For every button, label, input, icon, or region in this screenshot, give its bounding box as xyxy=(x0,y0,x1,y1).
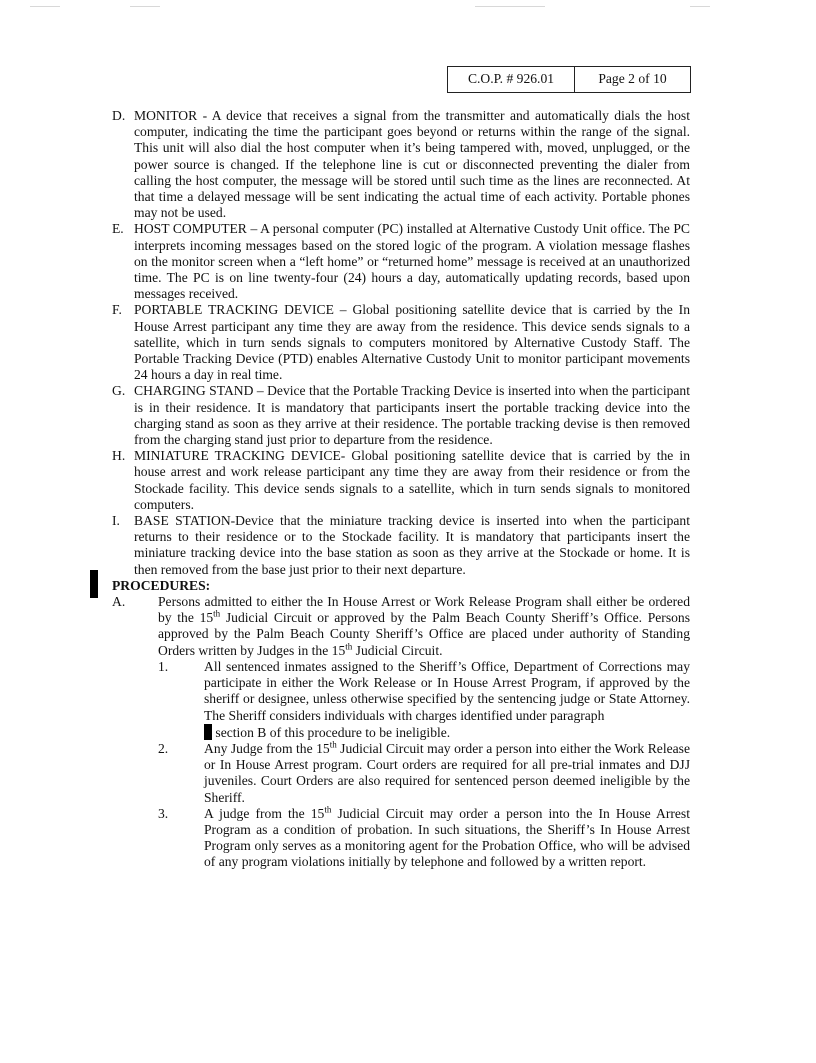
definition-item xyxy=(112,108,690,221)
procedure-subitem xyxy=(158,806,690,871)
definition-text: BASE STATION-Device that the miniature tracking device is inserted into when the participant returns to their residence or to the Stockade facility. It is mandatory that participants insert the miniature tracking device into the base station as soon as they arrive at the Stockade or home. It is then removed from the base just prior to their next departure. xyxy=(134,513,690,577)
ordinal-suffix: th xyxy=(213,608,221,619)
procedure-a-text-part: Judicial Circuit. xyxy=(352,642,443,658)
definition-text: PORTABLE TRACKING DEVICE – Global positioning satellite device that is carried by the In House Arrest participant any time they are away from the residence. This device sends signals to a satellite, which in turn sends signals to computers monitored by Alternative Custody Staff. The Portable Tracking Device (PTD) enables Alternative Custody Unit to monitor participant movements 24 hours a day in real time. xyxy=(134,302,690,383)
procedure-a-subitems xyxy=(158,659,690,871)
procedure-subitem xyxy=(158,741,690,806)
subitem-number: 1. xyxy=(158,659,169,674)
redaction-mark xyxy=(204,724,212,740)
definitions-list xyxy=(112,108,690,578)
definition-text: CHARGING STAND – Device that the Portable Tracking Device is inserted into when the participant is in their residence. It is mandatory that participants insert the portable tracking device into the charging stand as soon as they arrive at their residence. The portable tracking devise is then removed from the charging stand just prior to departure from the residence. xyxy=(134,383,690,448)
definition-text: HOST COMPUTER – A personal computer (PC) installed at Alternative Custody Unit office. The PC interprets incoming messages based on the stored logic of the program. A violation message flashes on the monitor screen when a “left home” or “returned home” message is received at an unauthorized time. The PC is on line twenty-four (24) hours a day, automatically updating records, based upon messages received. xyxy=(134,221,690,302)
definition-letter: I. xyxy=(112,513,120,529)
page-number: Page 2 of 10 xyxy=(598,71,667,87)
subitem-text-part: Judicial Circuit may order a person into the In House Arrest Program as a condition of probation. In such situations, the Sheriff’s In House Arrest Program only serves as a monitoring agent for the Probation Office, who will be advised of any program violations initially by telephone and followed by a written report. xyxy=(204,805,690,870)
ordinal-suffix: th xyxy=(329,739,337,750)
definition-item xyxy=(112,448,690,513)
scan-artifact xyxy=(130,6,160,7)
definition-item xyxy=(112,302,690,383)
subitem-text-part: Judicial Circuit may order a person into either the Work Release or In House Arrest program. Court orders are required for all pre-trial inmates and DJJ juveniles. Court Orders are also required for sentenced person deemed ineligible by the Sheriff. xyxy=(204,741,690,805)
scan-artifact xyxy=(475,6,545,7)
definition-text: MONITOR - A device that receives a signal from the transmitter and automatically dials the host computer, indicating the time the participant goes beyond or returns within the range of the signal. This unit will also dial the host computer when it’s being tampered with, moved, unplugged, or the power source is changed. If the telephone line is cut or disconnected preventing the dialer from calling the host computer, the message will be stored until such time as the lines are reconnected. At that time a delayed message will be sent indicating the actual time of each activity. Portable phones may not be used. xyxy=(134,108,690,221)
procedure-a-text-part: Judicial Circuit or approved by the Palm Beach County Sheriff’s Office. Persons approved by the Palm Beach County Sheriff’s Office are placed under authority of Standing Orders written by Judges in the 15 xyxy=(158,610,690,658)
procedures-heading: PROCEDURES: xyxy=(112,578,211,593)
page-header-box xyxy=(447,66,691,93)
definition-item xyxy=(112,221,690,302)
subitem-text-part: A judge from the 15 xyxy=(204,805,325,821)
definition-text: MINIATURE TRACKING DEVICE- Global positioning satellite device that is carried by the in house arrest and work release participant any time they are away from their residence or from the Stockade facility. This device sends signals to a satellite, which in turn sends signals to monitored computers. xyxy=(134,448,690,512)
ordinal-suffix: th xyxy=(345,641,353,652)
subitem-text xyxy=(204,741,690,806)
definition-letter: G. xyxy=(112,383,126,399)
definition-letter: D. xyxy=(112,108,126,123)
procedure-a xyxy=(112,594,690,659)
procedure-a-text xyxy=(158,594,690,659)
definition-item xyxy=(112,513,690,578)
subitem-text-part: All sentenced inmates assigned to the Sheriff’s Office, Department of Corrections may participate in either the Work Release or In House Arrest Program, if approved by the sheriff or designee, unless otherwise specified by the sentencing judge or State Attorney. The Sheriff considers individuals with charges identified under paragraph xyxy=(204,659,690,723)
procedure-letter: A. xyxy=(112,594,126,609)
subitem-text-part: Any Judge from the 15 xyxy=(204,741,330,757)
subitem-text-part: section B of this procedure to be ineligible. xyxy=(212,724,451,740)
subitem-number: 3. xyxy=(158,805,169,821)
subitem-number: 2. xyxy=(158,741,169,757)
cop-number: C.O.P. # 926.01 xyxy=(448,67,575,92)
ordinal-suffix: th xyxy=(324,804,332,815)
procedure-subitem xyxy=(158,659,690,741)
redaction-bar xyxy=(90,570,98,598)
definition-letter: E. xyxy=(112,221,124,237)
scan-artifact xyxy=(690,6,710,7)
scan-artifact xyxy=(30,6,60,7)
definition-item xyxy=(112,383,690,448)
definition-letter: F. xyxy=(112,302,122,318)
procedure-a-text-part: Persons admitted to either the In House Arrest or Work Release Program shall either be ordered by the 15 xyxy=(158,594,690,626)
subitem-text xyxy=(204,659,690,741)
definition-letter: H. xyxy=(112,448,126,464)
subitem-text xyxy=(204,806,690,871)
